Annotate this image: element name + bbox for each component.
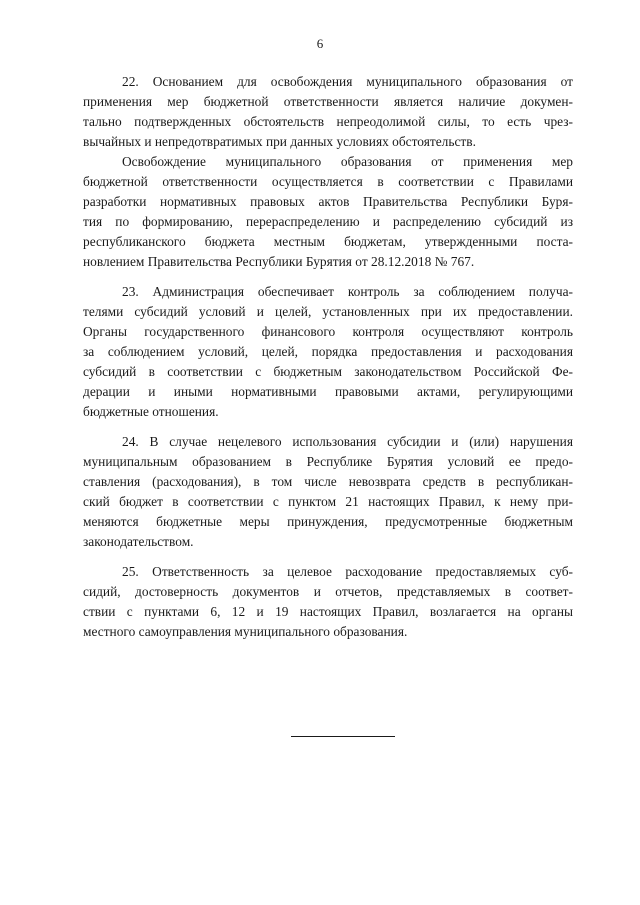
- paragraph-22b-line-6: новлением Правительства Республики Бурятия от 28.12.2018 № 767.: [83, 254, 475, 269]
- paragraph-24-line-5: меняются бюджетные меры принуждения, предусмотренные бюджетным: [83, 514, 573, 529]
- paragraph-24-line-4: ский бюджет в соответствии с пунктом 21 настоящих Правил, к нему при-: [83, 494, 573, 509]
- paragraph-23-line-3: Органы государственного финансового контроля осуществляют контроль: [83, 324, 573, 339]
- closing-rule: [291, 736, 395, 737]
- paragraph-24-line-3: ставления (расходования), в том числе невозврата средств в республикан-: [83, 474, 573, 489]
- paragraph-24-line-6: законодательством.: [83, 534, 194, 549]
- paragraph-22b-line-3: разработки нормативных правовых актов Правительства Республики Буря-: [83, 194, 573, 209]
- paragraph-22b-line-2: бюджетной ответственности осуществляется в соответствии с Правилами: [83, 174, 573, 189]
- paragraph-25-line-4: местного самоуправления муниципального образования.: [83, 624, 408, 639]
- paragraph-22-line-4: вычайных и непредотвратимых при данных условиях обстоятельств.: [83, 134, 476, 149]
- paragraph-25-line-2: сидий, достоверность документов и отчетов, представляемых в соответ-: [83, 584, 573, 599]
- paragraph-23-line-2: телями субсидий условий и целей, установленных при их предоставлении.: [83, 304, 573, 319]
- paragraph-24-line-1: 24. В случае нецелевого использования субсидии и (или) нарушения: [122, 434, 573, 449]
- paragraph-23-line-7: бюджетные отношения.: [83, 404, 219, 419]
- paragraph-24-line-2: муниципальным образованием в Республике Бурятия условий ее предо-: [83, 454, 573, 469]
- paragraph-23-line-6: дерации и иными нормативными правовыми актами, регулирующими: [83, 384, 573, 399]
- page-number: 6: [316, 36, 324, 51]
- paragraph-22-line-2: применения мер бюджетной ответственности является наличие докумен-: [83, 94, 573, 109]
- paragraph-22b-line-5: республиканского бюджета местным бюджетам, утвержденными поста-: [83, 234, 573, 249]
- paragraph-23-line-5: субсидий в соответствии с бюджетным законодательством Российской Фе-: [83, 364, 573, 379]
- paragraph-25-line-1: 25. Ответственность за целевое расходование предоставляемых суб-: [122, 564, 573, 579]
- paragraph-22-line-3: тально подтвержденных обстоятельств непреодолимой силы, то есть чрез-: [83, 114, 573, 129]
- paragraph-25-line-3: ствии с пунктами 6, 12 и 19 настоящих Правил, возлагается на органы: [83, 604, 573, 619]
- paragraph-22b-line-1: Освобождение муниципального образования от применения мер: [122, 154, 573, 169]
- paragraph-22b-line-4: тия по формированию, перераспределению и распределению субсидий из: [83, 214, 573, 229]
- paragraph-23-line-4: за соблюдением условий, целей, порядка предоставления и расходования: [83, 344, 573, 359]
- paragraph-23-line-1: 23. Администрация обеспечивает контроль за соблюдением получа-: [122, 284, 573, 299]
- paragraph-22-line-1: 22. Основанием для освобождения муниципального образования от: [122, 74, 573, 89]
